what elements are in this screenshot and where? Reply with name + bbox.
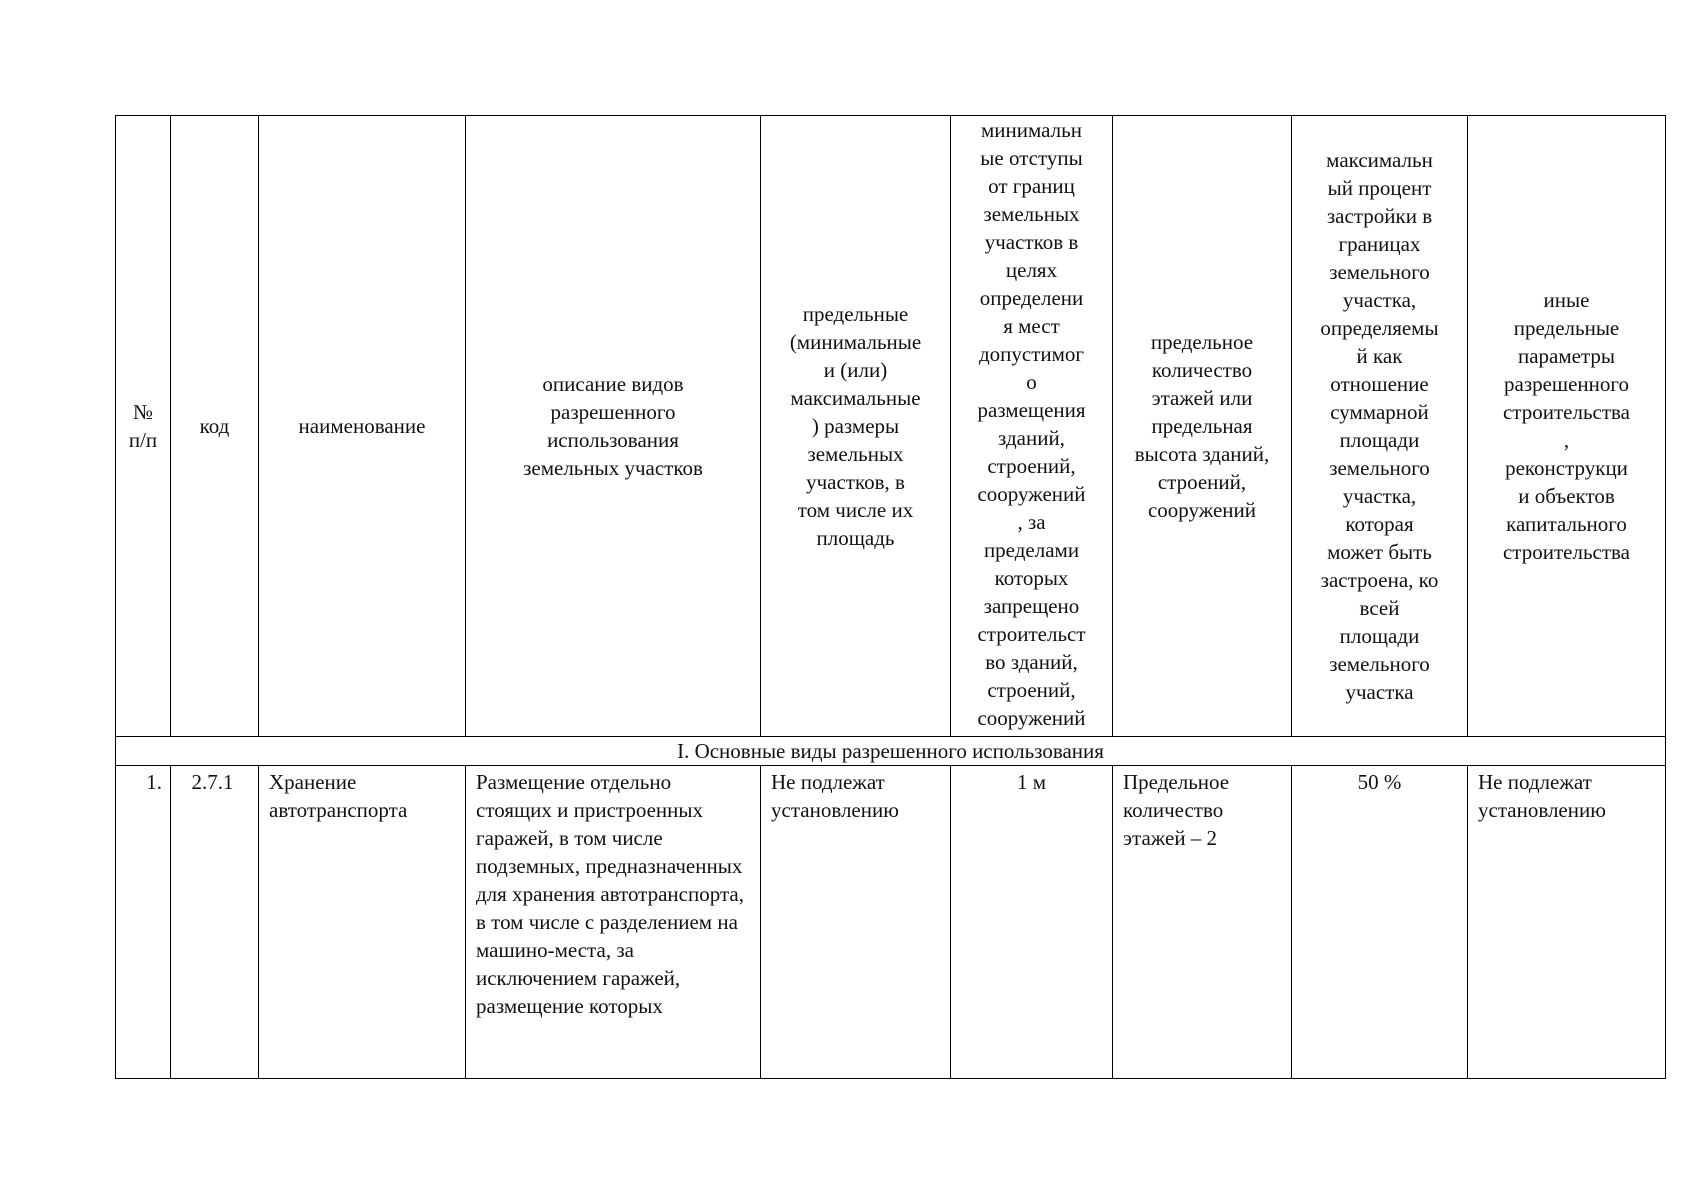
header-coverage-line: земельного	[1329, 456, 1430, 480]
header-coverage-line: определяемы	[1320, 316, 1439, 340]
header-coverage-line: застроена, ко	[1320, 568, 1439, 592]
cell-description: Размещение отдельно стоящих и пристроенных гаражей, в том числе подземных, предназначенных для хранения автотранспорта, в том числе с разделением на машино-места, за исключением гаражей, размещение которых	[466, 766, 761, 1079]
header-coverage-line: ый процент	[1327, 176, 1432, 200]
header-area-line: площадь	[816, 526, 895, 550]
header-area	[761, 116, 951, 737]
header-coverage-line: всей	[1359, 596, 1400, 620]
header-num	[116, 116, 171, 737]
header-area-line: (минимальные	[789, 330, 922, 354]
header-setbacks-line: земельных	[983, 202, 1080, 226]
header-coverage-line: максимальн	[1326, 148, 1433, 172]
header-other-line: разрешенного	[1504, 372, 1629, 396]
land-use-regulations-table	[115, 115, 1666, 1079]
header-coverage-line: участка	[1345, 680, 1414, 704]
header-coverage-line: й как	[1356, 344, 1403, 368]
header-coverage	[1292, 116, 1468, 737]
header-other-line: строительства	[1502, 540, 1630, 564]
header-coverage-line: границах	[1338, 232, 1421, 256]
header-coverage-line: суммарной	[1330, 400, 1429, 424]
header-row	[116, 116, 1666, 737]
cell-floors: Предельное количество этажей – 2	[1113, 766, 1292, 1079]
header-num-line: №	[132, 400, 154, 424]
header-coverage-line: земельного	[1329, 652, 1430, 676]
header-coverage-line: земельного	[1329, 260, 1430, 284]
header-setbacks-line: целях	[1005, 258, 1058, 282]
header-area-line: земельных	[807, 442, 904, 466]
header-setbacks	[951, 116, 1113, 737]
cell-num: 1.	[116, 766, 171, 1079]
header-coverage-line: отношение	[1330, 372, 1429, 396]
header-coverage-line: площади	[1339, 428, 1420, 452]
header-setbacks-line: которых	[994, 566, 1069, 590]
header-setbacks-line: во зданий,	[985, 650, 1078, 674]
header-setbacks-line: , за	[1017, 510, 1046, 534]
header-setbacks-line: строений,	[987, 454, 1076, 478]
header-coverage-line: участка,	[1342, 288, 1417, 312]
header-setbacks-line: ые отступы	[980, 146, 1083, 170]
header-description: описание видов разрешенного использования земельных участков	[466, 116, 761, 737]
header-setbacks-line: я мест	[1003, 314, 1060, 338]
section-row	[116, 737, 1666, 766]
header-name: наименование	[259, 116, 466, 737]
cell-coverage: 50 %	[1292, 766, 1468, 1079]
header-other	[1468, 116, 1666, 737]
header-setbacks-line: запрещено	[983, 594, 1080, 618]
cell-other: Не подлежат установлению	[1468, 766, 1666, 1079]
header-floors: предельное количество этажей или предельная высота зданий, строений, сооружений	[1113, 116, 1292, 737]
header-setbacks-line: сооружений	[977, 482, 1086, 506]
header-area-line: том числе их	[797, 498, 914, 522]
header-setbacks-line: минимальн	[981, 118, 1082, 142]
header-setbacks-line: строительст	[977, 622, 1086, 646]
header-area-line: максимальные	[790, 386, 921, 410]
table-body	[116, 766, 1666, 1079]
section-title: I. Основные виды разрешенного использования	[116, 737, 1666, 766]
header-area-line: участков, в	[806, 470, 905, 494]
header-setbacks-line: участков в	[984, 230, 1079, 254]
header-coverage-line: застройки в	[1326, 204, 1433, 228]
table-row	[116, 766, 1666, 1079]
header-coverage-line: которая	[1345, 512, 1414, 536]
header-setbacks-line: размещения	[977, 398, 1086, 422]
header-coverage-line: может быть	[1327, 540, 1432, 564]
table-header	[116, 116, 1666, 737]
header-setbacks-line: от границ	[988, 174, 1075, 198]
header-other-line: ,	[1563, 428, 1570, 452]
header-setbacks-line: пределами	[983, 538, 1080, 562]
header-area-line: ) размеры	[811, 414, 900, 438]
header-code: код	[171, 116, 259, 737]
header-setbacks-line: зданий,	[998, 426, 1065, 450]
cell-code: 2.7.1	[171, 766, 259, 1079]
cell-area: Не подлежат установлению	[761, 766, 951, 1079]
header-num-line: п/п	[128, 428, 158, 452]
header-coverage-line: площади	[1339, 624, 1420, 648]
header-setbacks-line: о	[1026, 370, 1037, 394]
header-setbacks-line: допустимог	[978, 342, 1085, 366]
header-area-line: и (или)	[823, 358, 888, 382]
header-other-line: иные	[1543, 288, 1590, 312]
header-setbacks-line: определени	[979, 286, 1084, 310]
header-other-line: капитального	[1506, 512, 1627, 536]
cell-setbacks: 1 м	[951, 766, 1113, 1079]
header-other-line: параметры	[1517, 344, 1616, 368]
header-other-line: строительства	[1502, 400, 1630, 424]
header-setbacks-line: строений,	[987, 678, 1076, 702]
cell-name: Хранение автотранспорта	[259, 766, 466, 1079]
header-coverage-line: участка,	[1342, 484, 1417, 508]
header-area-line: предельные	[802, 302, 909, 326]
header-setbacks-line: сооружений	[977, 706, 1086, 730]
header-other-line: предельные	[1513, 316, 1620, 340]
header-other-line: и объектов	[1518, 484, 1615, 508]
header-other-line: реконструкци	[1505, 456, 1628, 480]
